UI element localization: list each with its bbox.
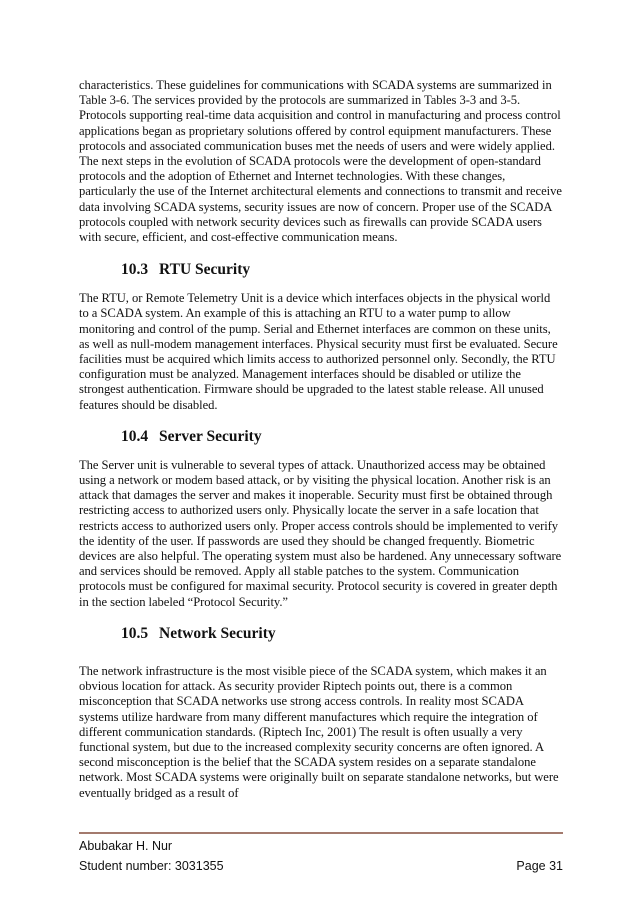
section-number: 10.4 (121, 427, 149, 445)
heading-network-security (79, 625, 563, 643)
heading-server-security (79, 428, 563, 446)
rtu-paragraph: The RTU, or Remote Telemetry Unit is a device which interfaces objects in the physical world to a SCADA system. An example of this is attaching an RTU to a water pump to allow monitoring and control of the pump. Serial and Ethernet interfaces are common on these units, as well as null-modem management interfaces. Physical security must first be evaluated. Secure facilities must be acquired which limits access to authorized personnel only. Secondly, the RTU configuration must be analyzed. Management interfaces should be disabled or utilize the strongest authentication. Firmware should be upgraded to the latest stable release. All unused features should be disabled. (79, 291, 558, 412)
heading-rtu-security (79, 261, 563, 279)
section-title: Server Security (159, 427, 262, 445)
footer-student-number: Student number: 3031355 (79, 859, 224, 873)
network-paragraph: The network infrastructure is the most visible piece of the SCADA system, which makes it an obvious location for attack. As security provider Riptech points out, there is a common misconception that SCADA networks use strong access controls. In reality most SCADA systems utilize hardware from many different manufactures which require the integration of different communication standards. (Riptech Inc, 2001) The result is often usually a very functional system, but due to the increased complexity security concerns are often ignored. A second misconception is the belief that the SCADA system resides on a separate standalone network. Most SCADA systems were originally built on separate standalone networks, but were eventually bridged as a result of (79, 663, 559, 800)
server-paragraph: The Server unit is vulnerable to several types of attack. Unauthorized access may be obtained using a network or modem based attack, or by visiting the physical location. Another risk is an attack that damages the server and makes it inoperable. Security must first be obtained through restricting access to authorized users only. Physically locate the server in a safe location that restricts access to authorized users only. Proper access controls should be implemented to verify the identity of the user. If passwords are used they should be changed frequently. Biometric devices are also helpful. The operating system must also be hardened. Any unnecessary software and services should be removed. Apply all stable patches to the system. Communication protocols must be configured for maximal security. Protocol security is covered in greater depth in the section labeled “Protocol Security.” (79, 457, 562, 609)
footer-row (79, 856, 563, 876)
footer-author: Abubakar H. Nur (79, 839, 173, 853)
section-number: 10.5 (121, 624, 149, 642)
section-title: Network Security (159, 624, 276, 642)
page-footer (79, 832, 563, 876)
footer-page-number: Page 31 (516, 859, 563, 873)
section-title: RTU Security (159, 261, 251, 279)
page-body (79, 78, 563, 801)
section-number: 10.3 (121, 261, 149, 279)
intro-paragraph: characteristics. These guidelines for communications with SCADA systems are summarized in Table 3-6. The services provided by the protocols are summarized in Tables 3-3 and 3-5. Protocols supporting real-time data acquisition and control in manufacturing and process control applications began as proprietary solutions offered by control equipment manufacturers. These protocols and associated communication buses met the needs of users and were widely applied. The next steps in the evolution of SCADA protocols were the development of open-standard protocols and the adoption of Ethernet and Internet technologies. With these changes, particularly the use of the Internet architectural elements and connections to transmit and receive data involving SCADA systems, security issues are now of concern. Proper use of the SCADA protocols coupled with network security devices such as firewalls can provide SCADA users with secure, efficient, and cost-effective communication means. (79, 78, 562, 245)
